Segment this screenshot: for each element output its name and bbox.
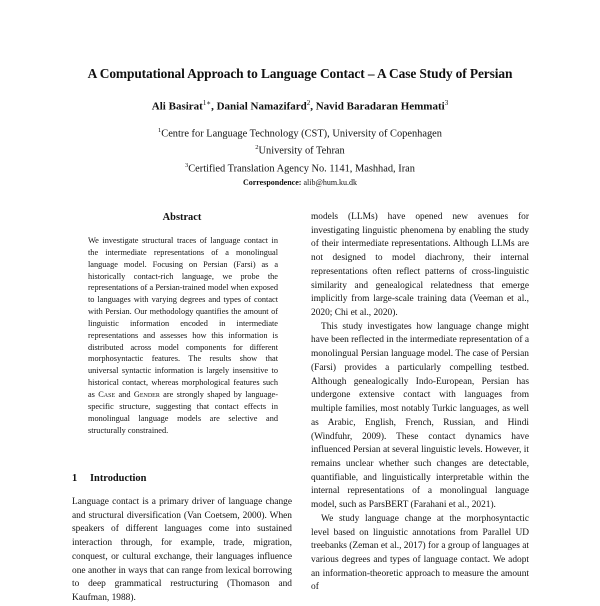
abstract-part: and: [115, 389, 134, 399]
author-name: Danial Namazifard: [216, 100, 307, 113]
abstract-heading: Abstract: [162, 212, 202, 223]
gender-term: Gender: [133, 389, 160, 399]
case-term: Case: [98, 389, 116, 399]
paragraph: Language contact is a primary driver of language change and structural diversification (Van Coetsem, 2000). When speakers of different languages come into sustained interaction through, for example, trade, migration, conquest, or cultural exchange, their languages influence one another in ways that can range from lexical borrowing to deep grammatical restructuring (Thomason and Kaufman, 1988).: [72, 497, 292, 603]
author-name: Navid Baradaran Hemmati: [315, 100, 445, 113]
author-separator: ,: [310, 100, 316, 113]
introduction-body: [72, 496, 292, 606]
affiliation: [0, 141, 600, 158]
affiliation-text: Centre for Language Technology (CST), University of Copenhagen: [161, 128, 442, 140]
affiliation-marker: 1: [158, 127, 162, 134]
abstract-part: We investigate structural traces of language contact in the intermediate representations of a monolingual language model. Focusing on Persian (Farsi) as a historically contact-rich language, we probe the representations of a Persian-trained model when exposed to languages with varying degrees and types of contact with Persian. Our methodology quantifies the amount of linguistic information encoded in intermediate representations and assesses how this information is distributed across model components for different morphosyntactic features. The results show that universal syntactic information is largely insensitive to historical contact, whereas morphological features such as: [88, 236, 278, 399]
section-heading-introduction: [72, 473, 146, 484]
right-column-body: [311, 211, 529, 595]
abstract-part: are strongly shaped by language-specific structure, suggesting that contact effects in monolingual language models are selective and structurally constrained.: [88, 389, 278, 435]
author-marker: 1∗: [202, 99, 212, 107]
paragraph: This study investigates how language change might have been reflected in the intermediate representation of a monolingual Persian language model. The case of Persian (Farsi) provides a particularly compelling testbed. Although genealogically Indo-European, Persian has undergone extensive contact with languages from multiple families, most notably Turkic languages, as well as Arabic, English, French, Russian, and Hindi (Windfuhr, 2009). These contact dynamics have influenced Persian at several linguistic levels. However, it remains unclear whether such changes are detectable, quantifiable, and linguistically interpretable within the internal representations of a monolingual language model, such as ParsBERT (Farahani et al., 2021).: [311, 321, 529, 511]
affiliation-marker: 2: [255, 144, 259, 152]
author-list: [0, 99, 600, 113]
paragraph: We study language change at the morphosyntactic level based on linguistic annotations from Parallel UD treebanks (Zeman et al., 2017) for a group of languages at various degrees and types of language contact. We adopt an information-theoretic approach to measure the amount of: [311, 513, 529, 593]
correspondence-label: Correspondence:: [242, 178, 302, 188]
paper-title: A Computational Approach to Language Contact – A Case Study of Persian: [87, 66, 513, 81]
author-marker: 3: [444, 99, 449, 107]
paragraph: models (LLMs) have opened new avenues for investigating linguistic phenomena by enabling the study of their intermediate representations. Although LLMs are not designed to model diachrony, their internal representations often reflect patterns of cross-linguistic similarity and genealogical relatedness that emerge implicitly from large-scale training data (Veeman et al., 2020; Chi et al., 2020).: [311, 212, 529, 319]
affiliation: [0, 124, 600, 141]
correspondence-email[interactable]: alib@hum.ku.dk: [303, 178, 358, 188]
affiliation: [0, 159, 600, 176]
author-name: Ali Basirat: [151, 100, 203, 113]
section-title: Introduction: [90, 473, 147, 484]
correspondence-line: [0, 176, 600, 190]
affiliation-list: [0, 124, 600, 190]
abstract-text: [88, 235, 278, 436]
affiliation-text: University of Tehran: [258, 145, 345, 157]
author-marker: 2: [306, 99, 311, 107]
affiliation-marker: 3: [185, 161, 189, 169]
section-number: 1: [72, 473, 78, 484]
author-separator: ,: [211, 100, 217, 113]
affiliation-text: Certified Translation Agency No. 1141, Mashhad, Iran: [188, 163, 415, 175]
